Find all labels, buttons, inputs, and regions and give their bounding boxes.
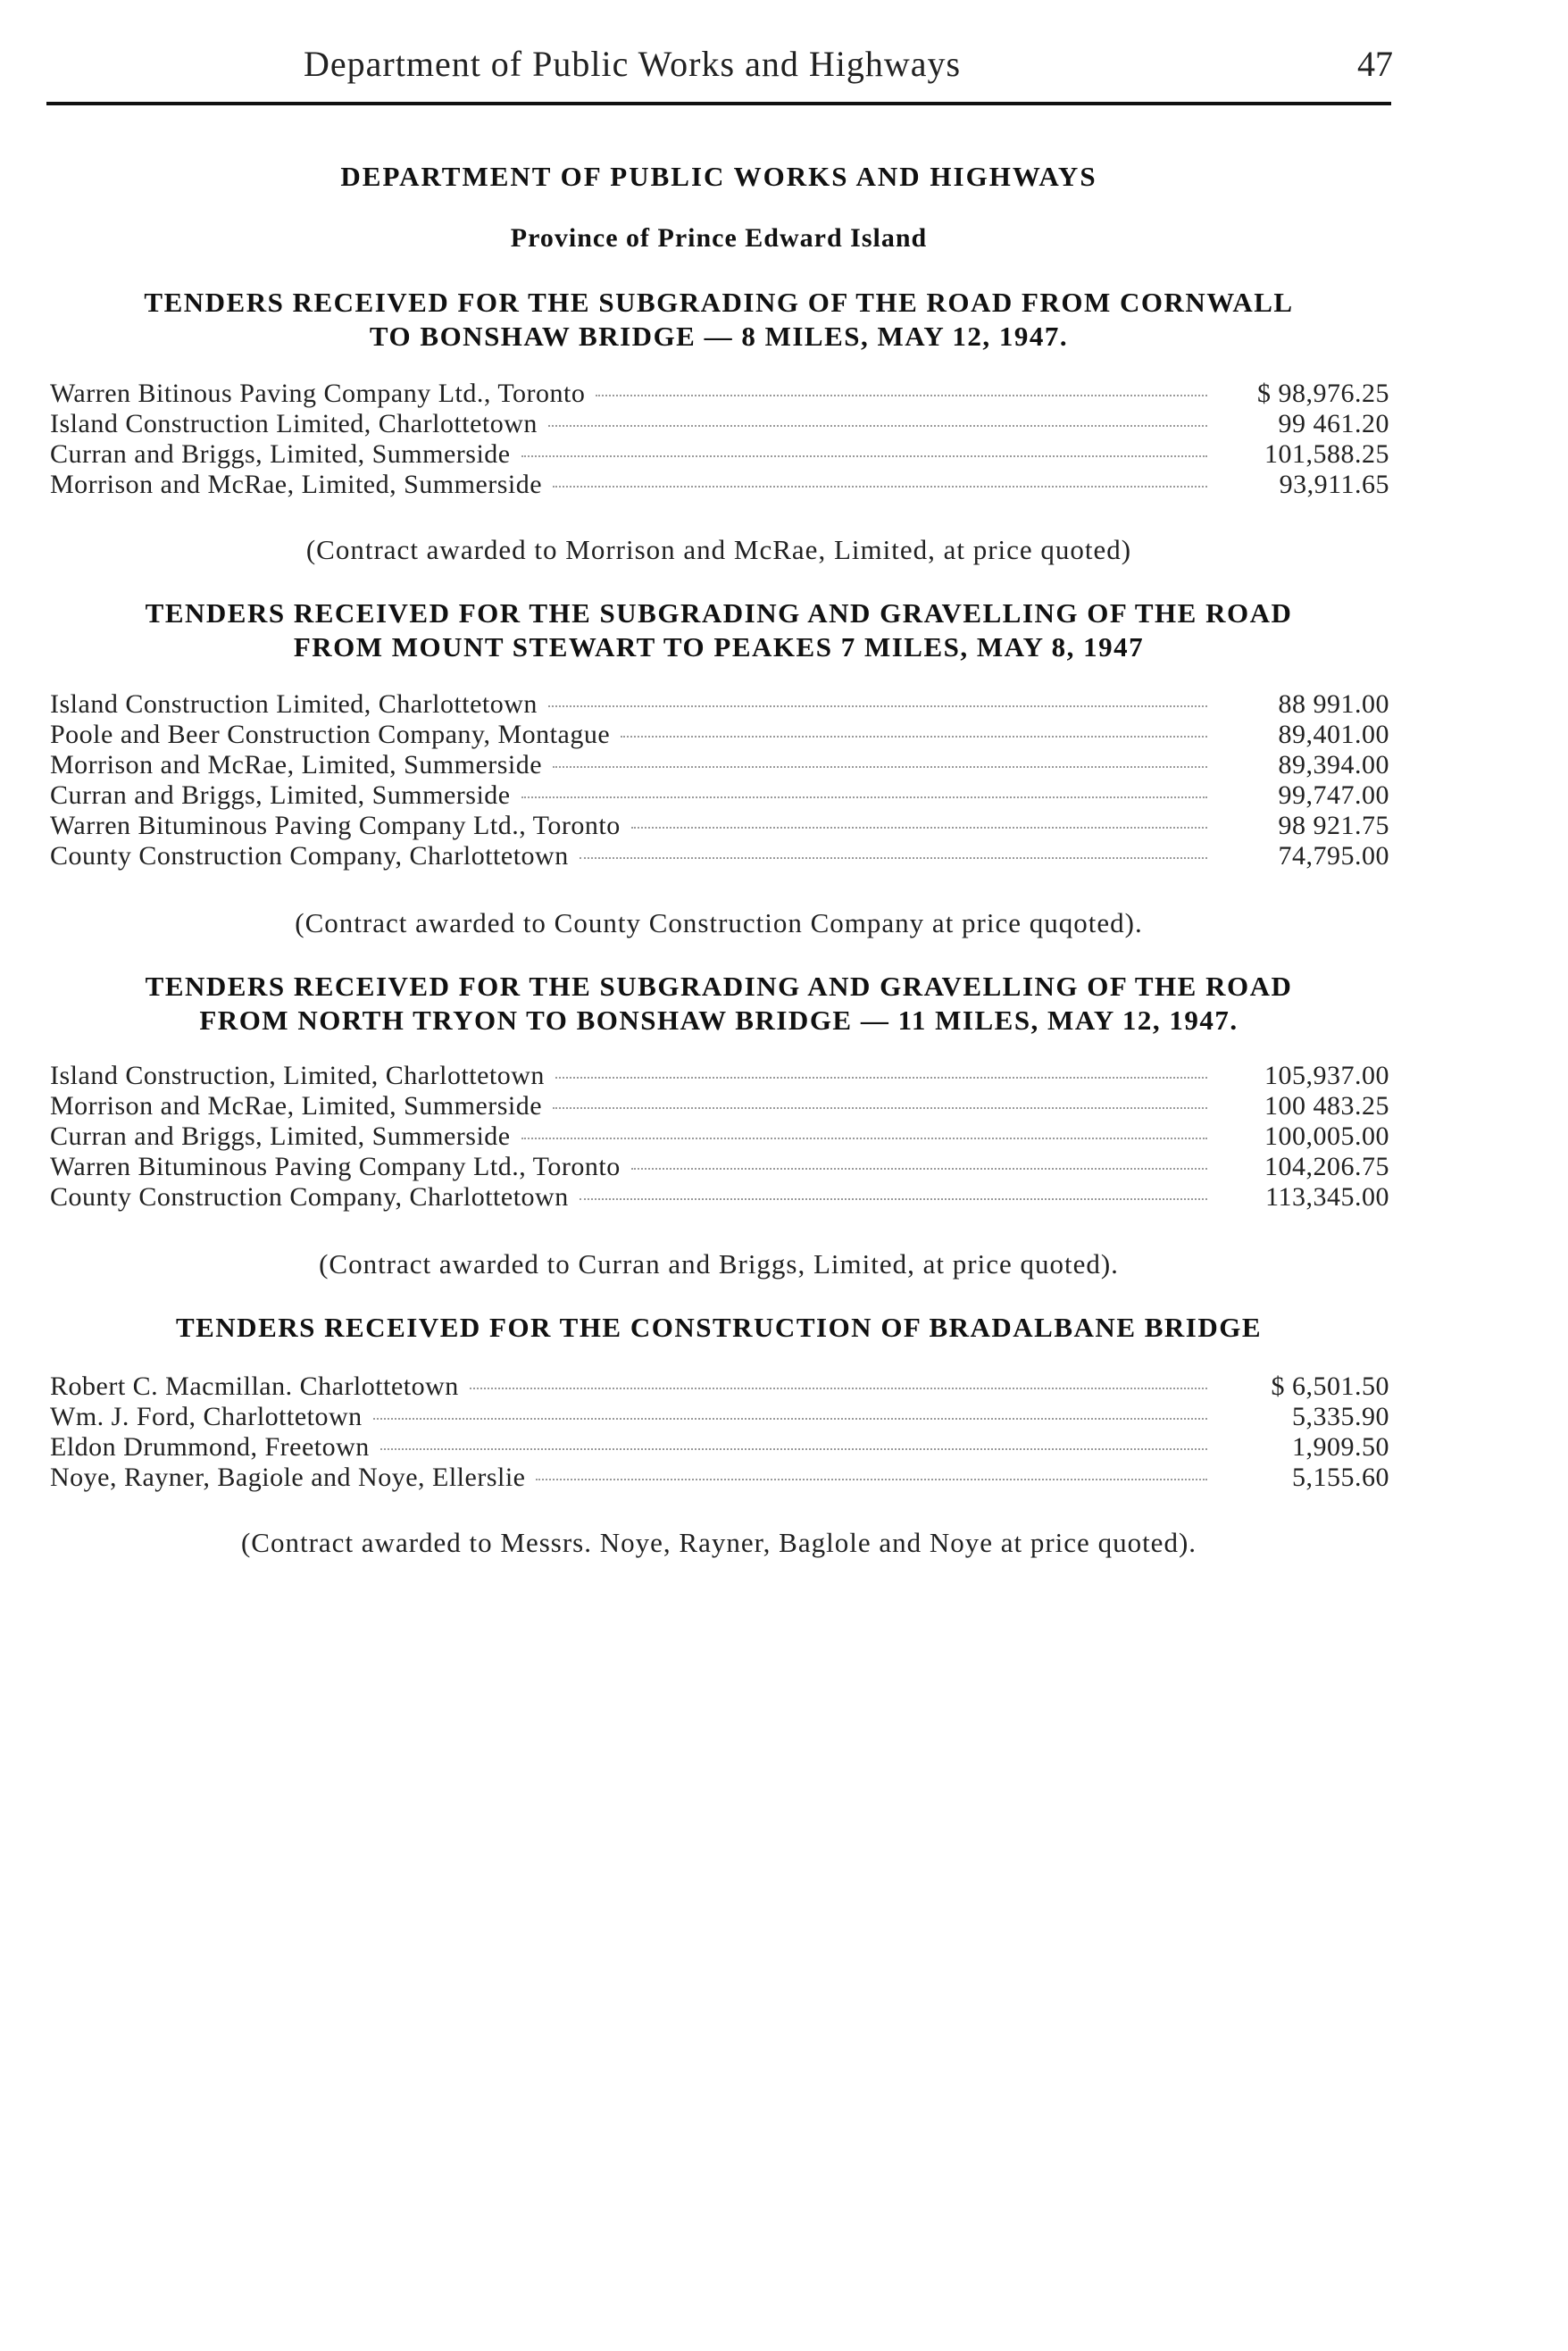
- tender-row: [50, 811, 1389, 841]
- running-header-title: Department of Public Works and Highways: [304, 44, 962, 84]
- dot-leader: [631, 1168, 1207, 1170]
- dot-leader: [380, 1448, 1207, 1450]
- tender-row: [50, 689, 1389, 720]
- dot-leader: [536, 1479, 1207, 1480]
- tender-amount: 104,206.75: [1264, 1152, 1389, 1181]
- tender-name: Wm. J. Ford, Charlottetown: [50, 1402, 363, 1431]
- tender-row: [50, 1402, 1389, 1432]
- dot-leader: [373, 1418, 1207, 1420]
- tender-amount: 99,747.00: [1278, 780, 1389, 810]
- tender-amount: 100,005.00: [1264, 1121, 1389, 1151]
- tender-name: Morrison and McRae, Limited, Summerside: [50, 1091, 543, 1121]
- tender-row: [50, 1432, 1389, 1463]
- tender-name: Island Construction Limited, Charlottetown: [50, 689, 538, 719]
- tender-name: Warren Bituminous Paving Company Ltd., Toronto: [50, 811, 621, 840]
- tender-name: Warren Bituminous Paving Company Ltd., Toronto: [50, 1152, 621, 1181]
- section-heading-line: TENDERS RECEIVED FOR THE SUBGRADING OF THE ROAD FROM CORNWALL: [144, 287, 1294, 318]
- tender-row: [50, 1091, 1389, 1121]
- tender-name: Curran and Briggs, Limited, Summerside: [50, 780, 511, 810]
- award-note-mount-stewart-peakes: (Contract awarded to County Construction Company at price quqoted).: [295, 907, 1143, 938]
- section-heading-mount-stewart-peakes: [46, 596, 1391, 664]
- section-heading-line: TENDERS RECEIVED FOR THE CONSTRUCTION OF BRADALBANE BRIDGE: [175, 1312, 1263, 1343]
- dot-leader: [596, 395, 1207, 396]
- dot-leader: [470, 1388, 1207, 1389]
- document-title: DEPARTMENT OF PUBLIC WORKS AND HIGHWAYS: [340, 161, 1097, 192]
- tender-amount: 100 483.25: [1264, 1091, 1389, 1121]
- section-heading-line: FROM MOUNT STEWART TO PEAKES 7 MILES, MAY 8, 1947: [293, 631, 1145, 663]
- tender-name: Robert C. Macmillan. Charlottetown: [50, 1371, 459, 1401]
- dot-leader: [621, 736, 1207, 738]
- document-subtitle: Province of Prince Edward Island: [510, 223, 928, 253]
- dot-leader: [580, 1198, 1207, 1200]
- tender-name: Morrison and McRae, Limited, Summerside: [50, 470, 543, 499]
- section-heading-line: FROM NORTH TRYON TO BONSHAW BRIDGE — 11 MILES, MAY 12, 1947.: [199, 1005, 1239, 1036]
- award-note-bradalbane-bridge: (Contract awarded to Messrs. Noye, Rayner, Baglole and Noye at price quoted).: [240, 1527, 1197, 1558]
- tender-amount: 1,909.50: [1292, 1432, 1389, 1462]
- dot-leader: [521, 1138, 1207, 1139]
- tender-name: Warren Bitinous Paving Company Ltd., Toronto: [50, 379, 586, 408]
- tender-name: County Construction Company, Charlottetown: [50, 1182, 569, 1212]
- dot-leader: [521, 796, 1207, 798]
- tender-amount: 88 991.00: [1278, 689, 1389, 719]
- tender-row: [50, 1061, 1389, 1091]
- section-heading-line: TO BONSHAW BRIDGE — 8 MILES, MAY 12, 1947.: [369, 321, 1069, 352]
- tender-row: [50, 379, 1389, 409]
- tender-name: Poole and Beer Construction Company, Montague: [50, 720, 611, 749]
- tender-list-cornwall-bonshaw: [50, 379, 1389, 500]
- dot-leader: [553, 1107, 1207, 1109]
- tender-amount: 101,588.25: [1264, 439, 1389, 469]
- tender-name: Morrison and McRae, Limited, Summerside: [50, 750, 543, 779]
- page-number: 47: [1357, 44, 1393, 84]
- tender-amount: 113,345.00: [1265, 1182, 1389, 1212]
- dot-leader: [555, 1077, 1207, 1079]
- dot-leader: [521, 455, 1207, 457]
- tender-amount: $ 98,976.25: [1257, 379, 1389, 408]
- tender-row: [50, 1371, 1389, 1402]
- dot-leader: [553, 766, 1207, 768]
- section-heading-line: TENDERS RECEIVED FOR THE SUBGRADING AND GRAVELLING OF THE ROAD: [145, 971, 1293, 1002]
- section-heading-cornwall-bonshaw: [46, 286, 1391, 354]
- tender-amount: 74,795.00: [1278, 841, 1389, 871]
- tender-name: Noye, Rayner, Bagiole and Noye, Ellerslie: [50, 1463, 526, 1492]
- tender-row: [50, 1152, 1389, 1182]
- tender-amount: 89,401.00: [1278, 720, 1389, 749]
- tender-amount: 105,937.00: [1264, 1061, 1389, 1090]
- award-note-cornwall-bonshaw: (Contract awarded to Morrison and McRae, Limited, at price quoted): [305, 534, 1132, 565]
- tender-name: County Construction Company, Charlottetown: [50, 841, 569, 871]
- tender-amount: 5,155.60: [1292, 1463, 1389, 1492]
- tender-list-north-tryon-bonshaw: [50, 1061, 1389, 1213]
- dot-leader: [631, 827, 1207, 829]
- section-heading-line: TENDERS RECEIVED FOR THE SUBGRADING AND GRAVELLING OF THE ROAD: [145, 597, 1293, 629]
- tender-amount: 89,394.00: [1278, 750, 1389, 779]
- tender-row: [50, 1182, 1389, 1213]
- tender-row: [50, 1463, 1389, 1493]
- tender-amount: 98 921.75: [1278, 811, 1389, 840]
- tender-row: [50, 720, 1389, 750]
- tender-list-mount-stewart-peakes: [50, 689, 1389, 871]
- tender-row: [50, 409, 1389, 439]
- tender-amount: $ 6,501.50: [1271, 1371, 1389, 1401]
- tender-amount: 99 461.20: [1278, 409, 1389, 438]
- section-heading-bradalbane-bridge: [46, 1311, 1391, 1345]
- tender-name: Eldon Drummond, Freetown: [50, 1432, 370, 1462]
- dot-leader: [548, 705, 1207, 707]
- tender-row: [50, 1121, 1389, 1152]
- dot-leader: [553, 486, 1207, 488]
- tender-row: [50, 470, 1389, 500]
- tender-row: [50, 439, 1389, 470]
- award-note-north-tryon-bonshaw: (Contract awarded to Curran and Briggs, Limited, at price quoted).: [319, 1248, 1119, 1280]
- tender-list-bradalbane-bridge: [50, 1371, 1389, 1493]
- tender-name: Island Construction, Limited, Charlottetown: [50, 1061, 545, 1090]
- tender-amount: 5,335.90: [1292, 1402, 1389, 1431]
- tender-row: [50, 750, 1389, 780]
- dot-leader: [580, 857, 1207, 859]
- tender-name: Island Construction Limited, Charlottetown: [50, 409, 538, 438]
- header-rule: [46, 102, 1391, 105]
- tender-row: [50, 841, 1389, 871]
- tender-amount: 93,911.65: [1279, 470, 1389, 499]
- tender-row: [50, 780, 1389, 811]
- tender-name: Curran and Briggs, Limited, Summerside: [50, 439, 511, 469]
- section-heading-north-tryon-bonshaw: [46, 970, 1391, 1038]
- dot-leader: [548, 425, 1207, 427]
- tender-name: Curran and Briggs, Limited, Summerside: [50, 1121, 511, 1151]
